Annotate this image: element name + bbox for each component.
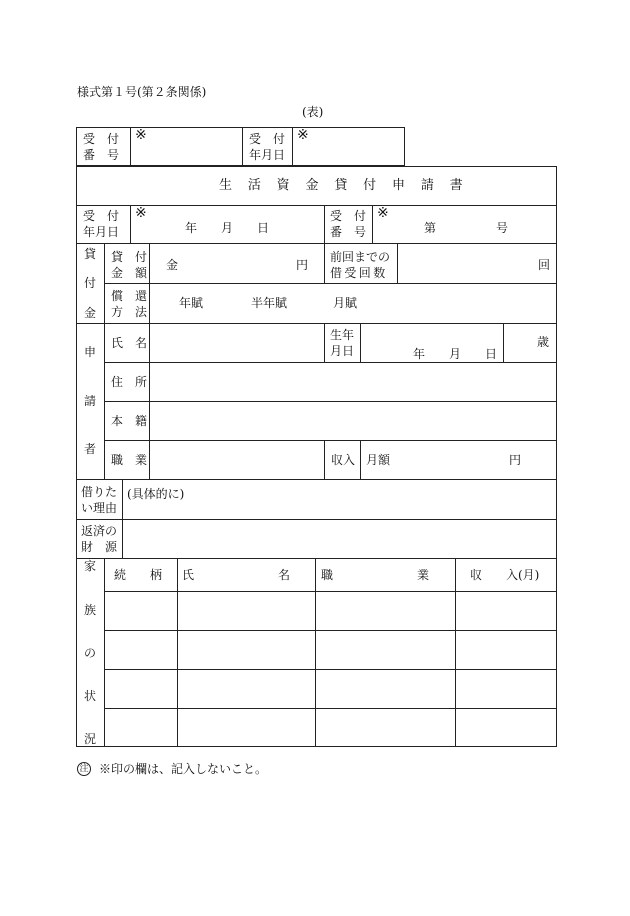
previous-loans-suffix: 回	[538, 258, 551, 272]
previous-loans-label: 前回までの	[330, 250, 391, 264]
family-row[interactable]	[106, 593, 555, 628]
applicant-section-label-2: 請	[84, 394, 97, 408]
family-section-label-2: 族	[84, 603, 97, 617]
top-receipt-date-label: 受 付	[249, 132, 286, 146]
occupation-field[interactable]	[152, 443, 320, 476]
family-section-label-5: 況	[84, 732, 97, 746]
family-col-name: 氏 名	[182, 568, 291, 582]
birth-label: 生年	[330, 328, 355, 342]
family-row[interactable]	[106, 671, 555, 706]
receipt-number-label: 受 付	[330, 209, 367, 223]
income-label: 収入	[331, 453, 356, 467]
footer-note	[77, 760, 267, 777]
loan-amount-prefix: 金	[166, 258, 179, 272]
reason-label: 借りた	[81, 485, 118, 499]
receipt-date-field[interactable]: 年 月 日	[185, 221, 270, 235]
family-section-label-3: の	[84, 646, 97, 660]
family-col-relation: 続 柄	[114, 568, 163, 582]
repayment-option-semiannual[interactable]: 半年賦	[251, 296, 288, 310]
loan-section-label-3: 金	[84, 306, 97, 320]
note-text: ※印の欄は、記入しないこと。	[99, 762, 268, 776]
address-field[interactable]	[152, 365, 552, 399]
family-section-label-4: 状	[84, 689, 97, 703]
family-section-label-1: 家	[84, 559, 97, 573]
source-label: 返済の	[81, 524, 118, 538]
source-field[interactable]	[126, 522, 552, 555]
family-col-occupation: 職 業	[321, 568, 430, 582]
receipt-date-mark: ※	[135, 205, 147, 221]
reason-field[interactable]	[200, 482, 552, 516]
form-title: 生 活 資 金 貸 付 申 請 書	[219, 178, 469, 193]
applicant-section-label-3: 者	[84, 442, 97, 456]
family-row[interactable]	[106, 710, 555, 745]
address-label: 住 所	[111, 375, 148, 389]
repayment-label: 償 還	[111, 289, 148, 303]
receipt-date-label: 受 付	[83, 209, 120, 223]
family-row[interactable]	[106, 632, 555, 667]
family-col-income: 収 入(月)	[470, 568, 540, 582]
age-suffix: 歳	[537, 335, 550, 349]
repayment-option-monthly[interactable]: 月賦	[333, 296, 358, 310]
previous-loans-field[interactable]	[400, 248, 532, 278]
reason-hint: (具体的に)	[127, 487, 185, 501]
loan-section-label-2: 付	[84, 276, 97, 290]
income-field[interactable]	[395, 443, 505, 476]
applicant-section-label-1: 申	[84, 345, 97, 359]
top-receipt-number-label: 受 付	[83, 132, 120, 146]
loan-amount-field[interactable]	[180, 248, 292, 278]
form-side-label: (表)	[302, 105, 324, 119]
receipt-number-dai: 第	[424, 221, 437, 235]
loan-section-label-1: 貸	[84, 247, 97, 261]
age-field[interactable]	[506, 326, 534, 359]
name-field[interactable]	[152, 326, 320, 359]
income-suffix: 円	[509, 453, 522, 467]
domicile-label: 本 籍	[111, 414, 148, 428]
occupation-label: 職 業	[111, 453, 148, 467]
loan-amount-suffix: 円	[296, 258, 309, 272]
receipt-number-go: 号	[496, 221, 509, 235]
income-monthly-label: 月額	[366, 453, 391, 467]
form-number: 様式第１号(第２条関係)	[77, 85, 207, 99]
loan-amount-label: 貸 付	[111, 250, 148, 264]
domicile-field[interactable]	[152, 404, 552, 438]
name-label: 氏 名	[111, 336, 148, 350]
top-receipt-number-field[interactable]: ※	[135, 127, 147, 143]
receipt-number-mark: ※	[377, 205, 389, 221]
repayment-option-annual[interactable]: 年賦	[179, 296, 204, 310]
top-receipt-box	[76, 127, 405, 166]
note-circle-mark: 注	[77, 762, 91, 776]
top-receipt-date-field[interactable]: ※	[297, 127, 309, 143]
birth-date-field[interactable]: 年 月 日	[413, 347, 498, 361]
